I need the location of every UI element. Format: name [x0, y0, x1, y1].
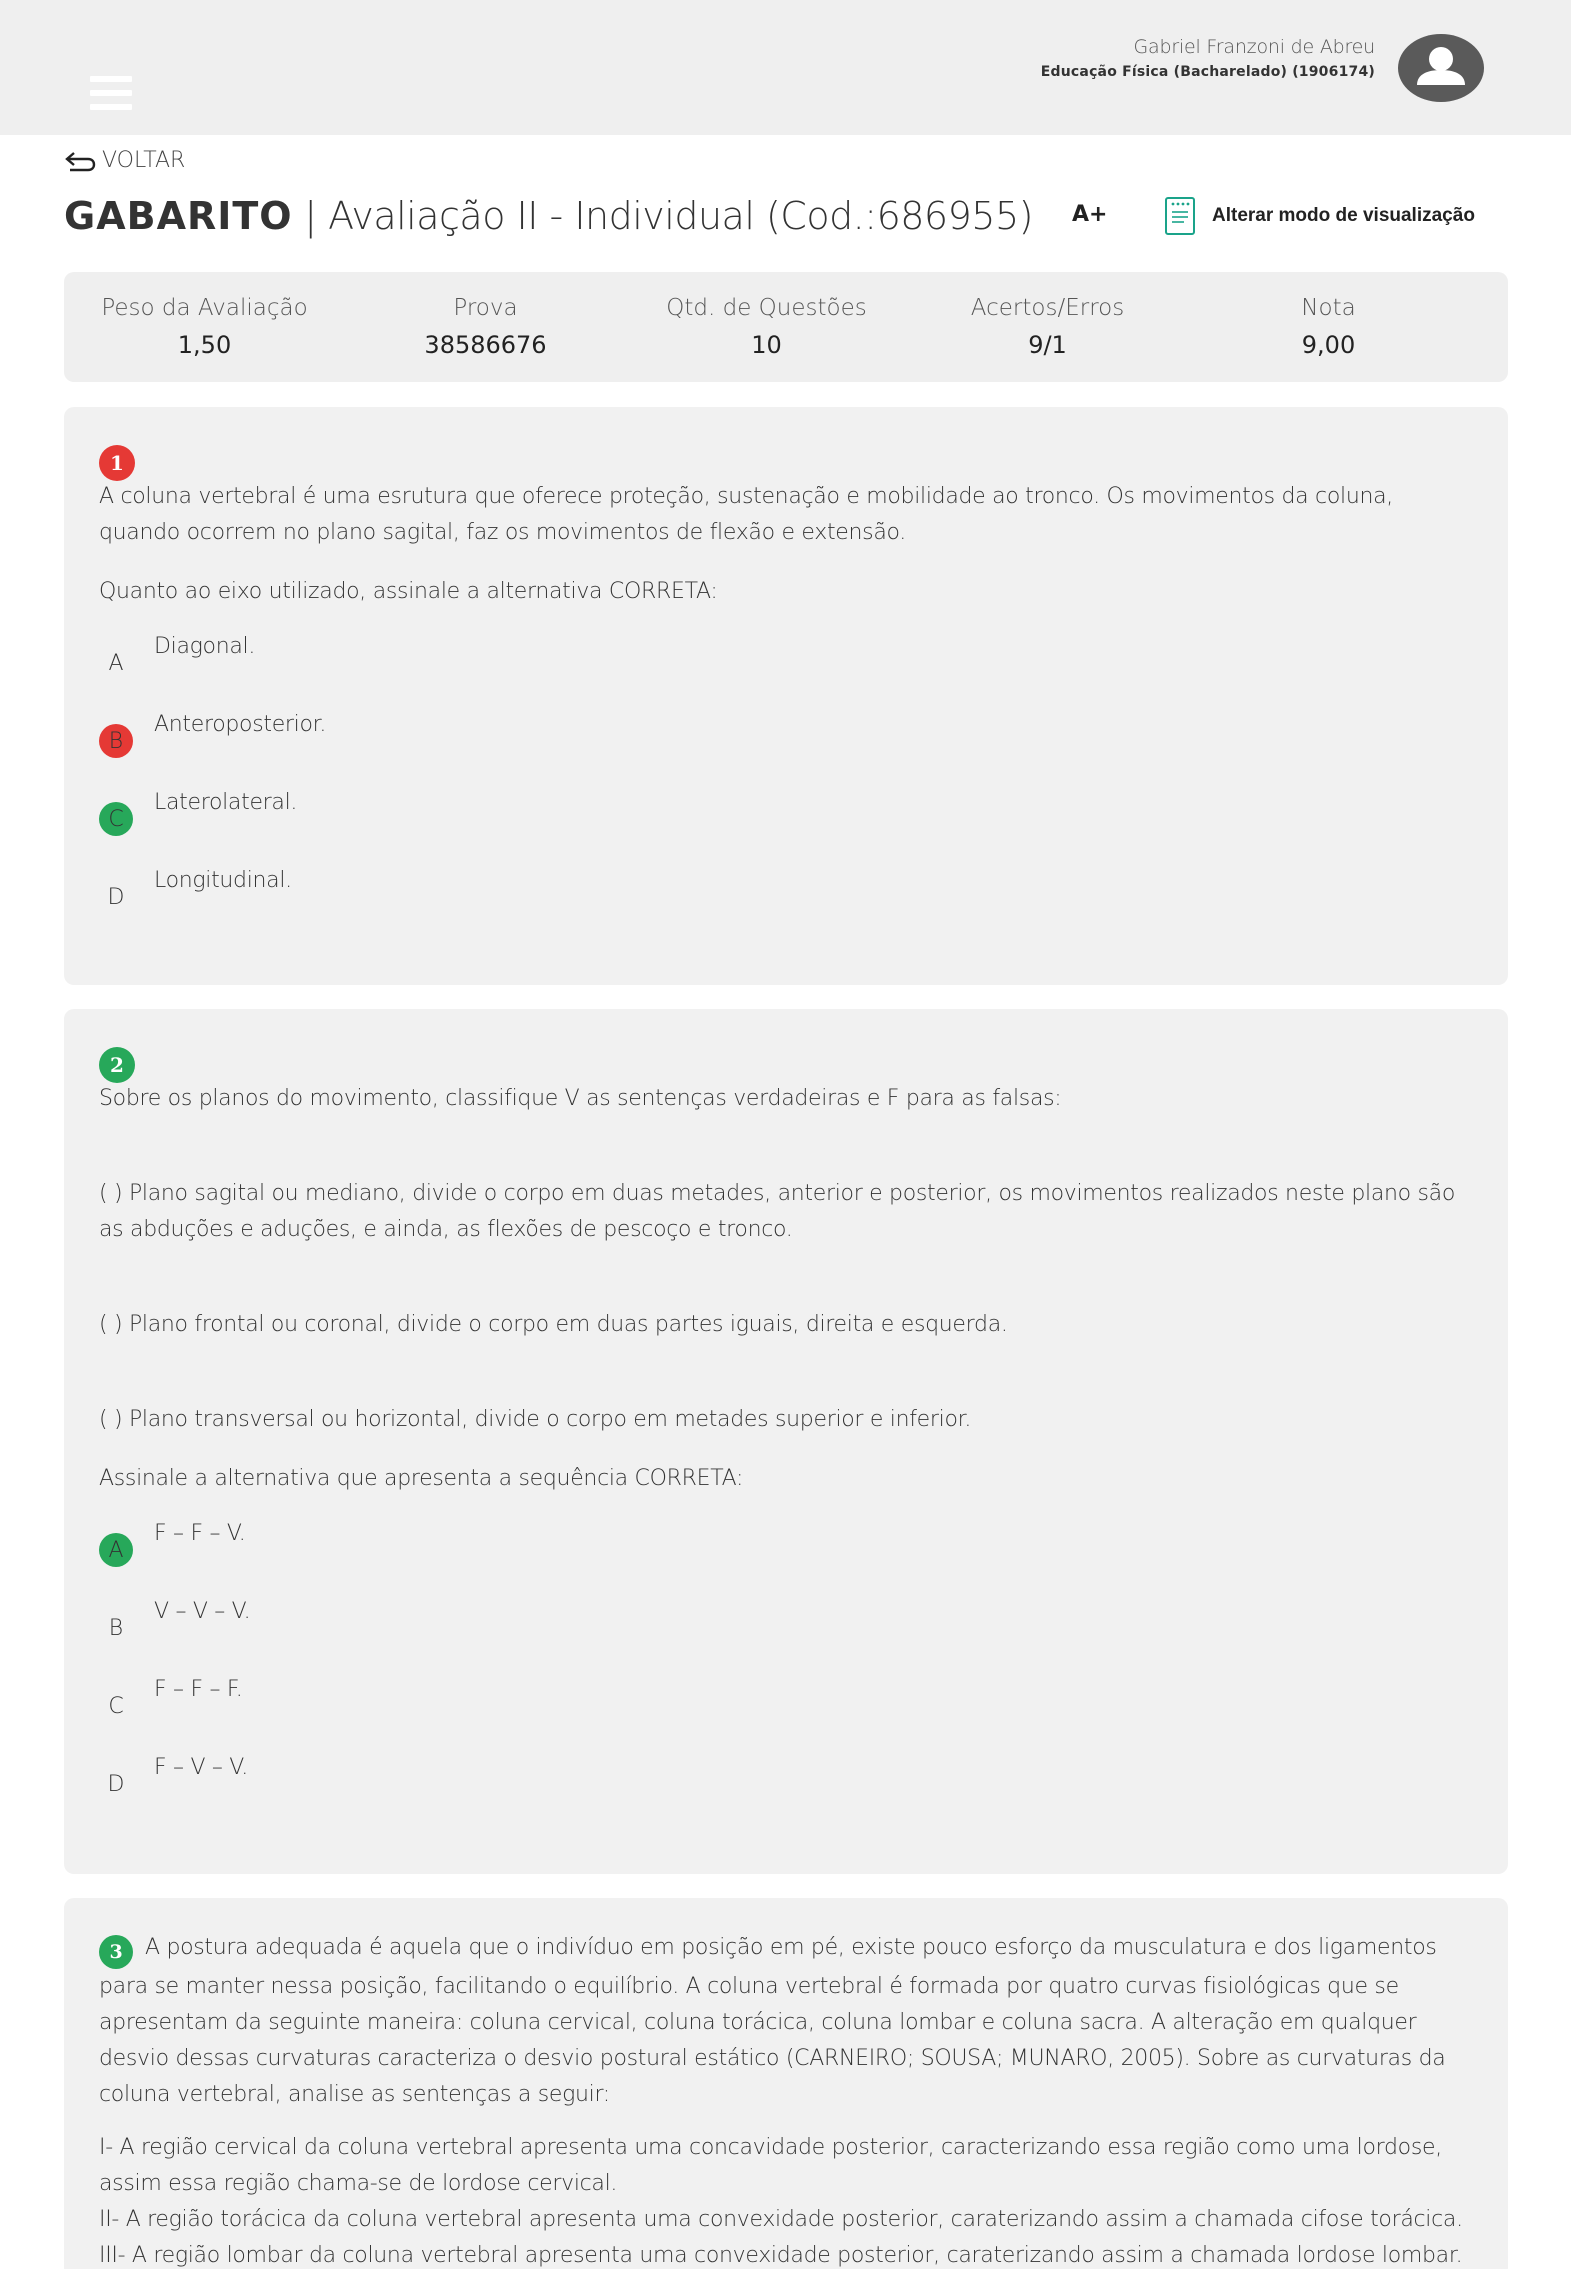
option-c[interactable]	[99, 1675, 1472, 1753]
option-letter: A	[108, 650, 124, 676]
question-statement: A coluna vertebral é uma esrutura que oferece proteção, sustenação e mobilidade ao tronco. Os movimentos da coluna, quando ocorrem no plano sagital, faz os movimentos de flexão e extensão.	[99, 484, 1393, 545]
increase-font-button[interactable]: A+	[1072, 202, 1108, 227]
summary-label: Qtd. de Questões	[666, 295, 867, 321]
summary-score-ratio	[907, 272, 1188, 382]
summary-label: Prova	[453, 295, 518, 321]
question-instruction: Assinale a alternativa que apresenta a sequência CORRETA:	[99, 1466, 744, 1491]
option-c[interactable]	[99, 788, 1472, 866]
option-letter-selected-wrong: B	[99, 724, 133, 758]
option-b[interactable]	[99, 1597, 1472, 1675]
option-text: F – F – F.	[154, 1677, 243, 1702]
option-text: F – F – V.	[154, 1521, 246, 1546]
page-title-rest: Avaliação II - Individual (Cod.:686955)	[328, 194, 1033, 238]
option-a[interactable]	[99, 632, 1472, 710]
option-letter: B	[108, 1615, 124, 1641]
user-course: Educação Física (Bacharelado) (1906174)	[1040, 64, 1375, 80]
statement-item: II- A região torácica da coluna vertebral apresenta uma convexidade posterior, caraterizando assim a chamada cifose torácica.	[99, 2207, 1463, 2232]
option-text: Longitudinal.	[154, 868, 292, 893]
option-list	[99, 1519, 1472, 1831]
question-number-badge: 2	[99, 1047, 135, 1083]
question-statement: Sobre os planos do movimento, classifique V as sentenças verdadeiras e F para as falsas:	[99, 1086, 1062, 1111]
top-bar	[0, 0, 1571, 135]
statement-item: ( ) Plano transversal ou horizontal, divide o corpo em metades superior e inferior.	[99, 1407, 972, 1432]
option-d[interactable]	[99, 866, 1472, 944]
summary-value: 9/1	[1028, 331, 1067, 359]
summary-weight	[64, 272, 345, 382]
user-avatar-icon[interactable]	[1398, 34, 1484, 102]
question-statement	[99, 1930, 1472, 2113]
question-number-badge: 1	[99, 445, 135, 481]
back-arrow-icon	[64, 150, 96, 172]
option-text: Diagonal.	[154, 634, 256, 659]
hamburger-icon[interactable]	[90, 76, 132, 110]
question-statement-text: A postura adequada é aquela que o indivíduo em posição em pé, existe pouco esforço da musculatura e dos ligamentos para se manter nessa posição, facilitando o equilíbrio. A coluna vertebral é formada por quatro curvas fisiológicas que se apresentam da seguinte maneira: coluna cervical, coluna torácica, coluna lombar e coluna sacra. A alteração em qualquer desvio dessas curvaturas caracteriza o desvio postural estático (CARNEIRO; SOUSA; MUNARO, 2005). Sobre as curvaturas da coluna vertebral, analise as sentenças a seguir:	[99, 1935, 1446, 2107]
option-letter-correct: C	[99, 802, 133, 836]
page-title	[64, 194, 1033, 238]
summary-grade	[1188, 272, 1469, 382]
back-label: VOLTAR	[102, 148, 186, 173]
option-b[interactable]	[99, 710, 1472, 788]
view-mode-button[interactable]	[1164, 196, 1475, 236]
option-text: Laterolateral.	[154, 790, 298, 815]
option-letter-correct: A	[99, 1533, 133, 1567]
option-letter: C	[108, 1693, 124, 1719]
summary-label: Acertos/Erros	[970, 295, 1125, 321]
statement-item: I- A região cervical da coluna vertebral apresenta uma concavidade posterior, caracterizando essa região como uma lordose, assim essa região chama-se de lordose cervical.	[99, 2135, 1442, 2196]
document-icon	[1164, 196, 1196, 236]
summary-value: 1,50	[177, 331, 232, 359]
user-name: Gabriel Franzoni de Abreu	[1133, 36, 1375, 58]
question-card-3	[64, 1898, 1508, 2269]
question-number-badge: 3	[99, 1935, 133, 1969]
option-d[interactable]	[99, 1753, 1472, 1831]
back-link[interactable]	[64, 148, 185, 173]
user-info	[1041, 36, 1375, 80]
option-list	[99, 632, 1472, 944]
summary-value: 10	[751, 331, 782, 359]
summary-value: 9,00	[1301, 331, 1356, 359]
question-card-2	[64, 1009, 1508, 1874]
option-letter: D	[107, 1771, 125, 1797]
statement-item: ( ) Plano sagital ou mediano, divide o corpo em duas metades, anterior e posterior, os movimentos realizados neste plano são as abduções e aduções, e ainda, as flexões de pescoço e tronco.	[99, 1181, 1456, 1242]
option-text: Anteroposterior.	[154, 712, 327, 737]
summary-value: 38586676	[424, 331, 547, 359]
summary-exam	[345, 272, 626, 382]
option-text: V – V – V.	[154, 1599, 251, 1624]
option-text: F – V – V.	[154, 1755, 248, 1780]
evaluation-summary	[64, 272, 1508, 382]
question-card-1	[64, 407, 1508, 985]
view-mode-label: Alterar modo de visualização	[1212, 205, 1475, 226]
question-instruction: Quanto ao eixo utilizado, assinale a alternativa CORRETA:	[99, 579, 718, 604]
page-title-separator: |	[292, 194, 329, 238]
page-title-strong: GABARITO	[64, 194, 293, 238]
summary-label: Nota	[1301, 295, 1356, 321]
option-a[interactable]	[99, 1519, 1472, 1597]
statement-item: III- A região lombar da coluna vertebral apresenta uma convexidade posterior, caraterizando assim a chamada lordose lombar.	[99, 2243, 1463, 2268]
statement-item: ( ) Plano frontal ou coronal, divide o corpo em duas partes iguais, direita e esquerda.	[99, 1312, 1008, 1337]
summary-label: Peso da Avaliação	[101, 295, 308, 321]
option-letter: D	[107, 884, 125, 910]
summary-question-count	[626, 272, 907, 382]
